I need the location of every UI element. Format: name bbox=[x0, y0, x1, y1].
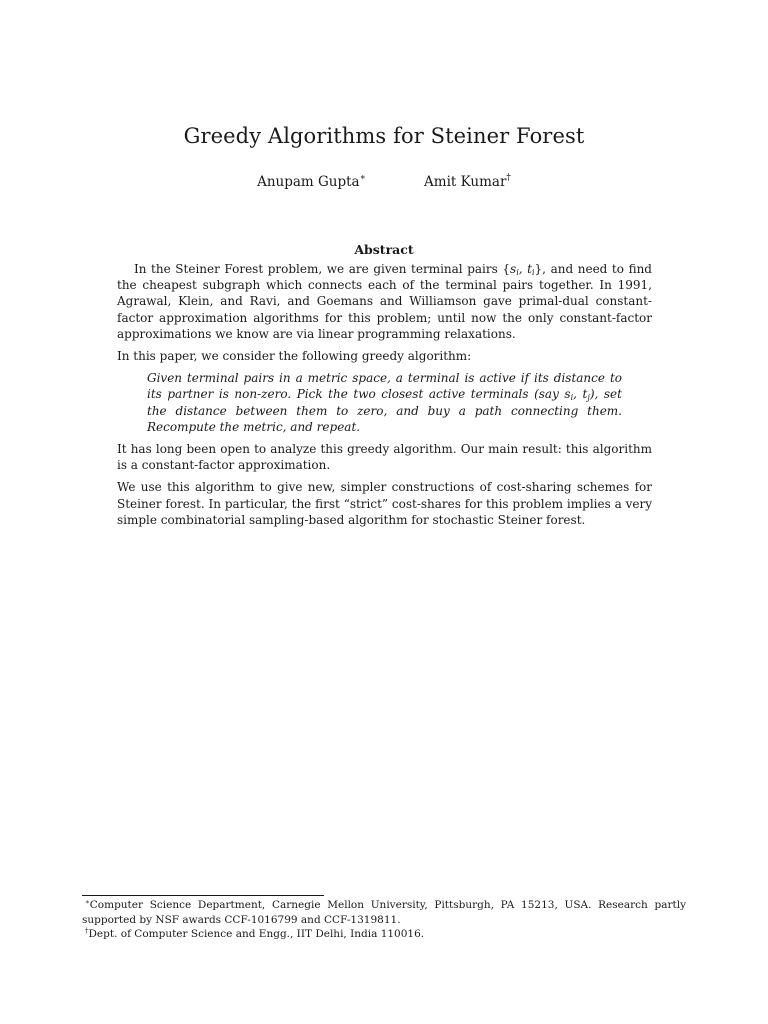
algorithm-quote bbox=[117, 370, 622, 435]
author-name: Amit Kumar bbox=[424, 174, 507, 190]
author-gupta bbox=[257, 174, 366, 190]
author-list bbox=[0, 174, 768, 190]
text-run: ), set the distance between them to zero, and buy a path connecting them. Recompute the metric, and repeat. bbox=[147, 387, 622, 434]
math-subscript: i bbox=[516, 268, 519, 277]
math-subscript: i bbox=[531, 268, 535, 277]
text-run: }, and need to find the cheapest subgraph which connects each of the terminal pairs together. In 1991, Agrawal, Klein, and Ravi, and Goemans and Williamson gave primal-dual constant-factor approximation algorithms for this problem; until now the only constant-factor approximations we know are via linear programming relaxations. bbox=[117, 262, 652, 341]
footnote-text: Computer Science Department, Carnegie Mellon University, Pittsburgh, PA 15213, USA. Research partly supported by NSF awards CCF-1016799 and CCF-1319811. bbox=[82, 899, 686, 926]
footnote-text: Dept. of Computer Science and Engg., IIT Delhi, India 110016. bbox=[88, 928, 425, 941]
footnote-mark: ∗ bbox=[85, 898, 90, 906]
math-var: t bbox=[582, 387, 588, 402]
footnote-2 bbox=[82, 927, 686, 942]
author-kumar bbox=[424, 174, 511, 190]
abstract-body bbox=[117, 261, 652, 534]
abstract-heading: Abstract bbox=[354, 242, 414, 257]
math-terminal-pair bbox=[510, 262, 535, 276]
abstract-paragraph-3: It has long been open to analyze this greedy algorithm. Our main result: this algorithm is a constant-factor approximation. bbox=[117, 442, 652, 473]
abstract-paragraph-1 bbox=[117, 261, 652, 342]
paper-title: Greedy Algorithms for Steiner Forest bbox=[183, 124, 585, 148]
math-var: s bbox=[510, 262, 517, 276]
footnote-mark: † bbox=[85, 927, 89, 936]
text-run: Given terminal pairs in a metric space, a terminal is active if its distance to its partner is non-zero. Pick the two closest active terminals (say bbox=[147, 371, 622, 402]
footnote-divider bbox=[82, 895, 324, 896]
text-run: In the Steiner Forest problem, we are given terminal pairs { bbox=[134, 262, 511, 276]
math-subscript: i bbox=[570, 393, 574, 403]
footnotes bbox=[82, 898, 686, 942]
math-sep: , bbox=[573, 387, 583, 402]
author-name: Anupam Gupta bbox=[257, 174, 360, 190]
footnote-mark: † bbox=[506, 173, 511, 183]
footnote-1 bbox=[82, 898, 686, 927]
footnote-mark: ∗ bbox=[359, 173, 366, 183]
math-var: s bbox=[564, 387, 571, 402]
math-subscript: j bbox=[587, 393, 590, 403]
abstract-paragraph-4: We use this algorithm to give new, simpler constructions of cost-sharing schemes for Steiner forest. In particular, the first “strict” cost-shares for this problem implies a very simple combinatorial sampling-based algorithm for stochastic Steiner forest. bbox=[117, 480, 652, 527]
math-sep: , bbox=[518, 262, 528, 276]
math-var: t bbox=[527, 262, 532, 276]
math-terminal-pair bbox=[564, 387, 589, 401]
abstract-paragraph-2: In this paper, we consider the following greedy algorithm: bbox=[117, 349, 472, 364]
